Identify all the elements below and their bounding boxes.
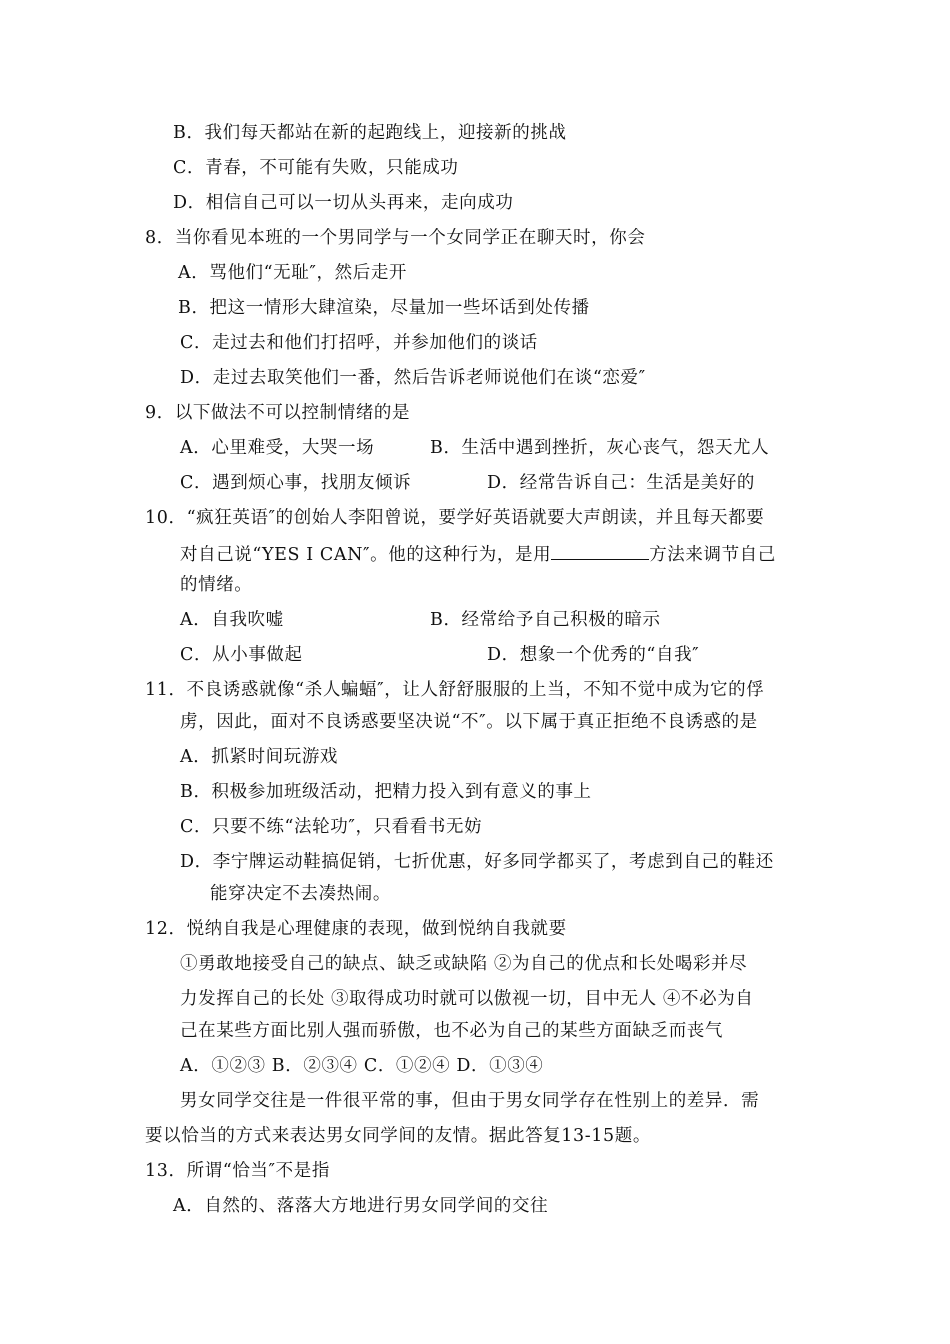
- q7-option-d: D．相信自己可以一切从头再来，走向成功: [173, 193, 514, 213]
- q11-option-d-line2: 能穿决定不去凑热闹。: [210, 884, 391, 904]
- q10-option-a: A．自我吹嘘: [180, 610, 284, 630]
- q9-stem: 9．以下做法不可以控制情绪的是: [145, 403, 411, 423]
- q10-option-c: C．从小事做起: [180, 645, 303, 665]
- q11-option-b: B．积极参加班级活动，把精力投入到有意义的事上: [180, 782, 592, 802]
- q10-option-b: B．经常给予自己积极的暗示: [430, 610, 661, 630]
- q13-option-a: A．自然的、落落大方地进行男女同学间的交往: [173, 1196, 549, 1216]
- q12-body-line2: 力发挥自己的长处 ③取得成功时就可以傲视一切，目中无人 ④不必为自: [180, 989, 754, 1009]
- q12-options: A．①②③ B．②③④ C．①②④ D．①③④: [180, 1056, 544, 1076]
- intro-line1: 男女同学交往是一件很平常的事，但由于男女同学存在性别上的差异．需: [180, 1091, 760, 1111]
- q9-option-d: D．经常告诉自己：生活是美好的: [487, 473, 756, 493]
- q11-stem-line1: 11．不良诱惑就像“杀人蝙蝠″，让人舒舒服服的上当，不知不觉中成为它的俘: [145, 680, 765, 700]
- q8-option-b: B．把这一情形大肆渲染，尽量加一些坏话到处传播: [178, 298, 590, 318]
- q12-body-line3: 己在某些方面比别人强而骄傲，也不必为自己的某些方面缺乏而丧气: [180, 1021, 723, 1041]
- q10-stem-line3: 的情绪。: [180, 575, 253, 595]
- q9-option-a: A．心里难受，大哭一场: [180, 438, 375, 458]
- q11-option-d-line1: D．李宁牌运动鞋搞促销，七折优惠，好多同学都买了，考虑到自己的鞋还: [180, 852, 774, 872]
- q8-option-c: C．走过去和他们打招呼，并参加他们的谈话: [180, 333, 538, 353]
- q10-stem-line2-after: 方法来调节自己: [649, 545, 776, 565]
- q10-stem-line2: [180, 541, 776, 567]
- q11-stem-line2: 虏，因此，面对不良诱惑要坚决说“不″。以下属于真正拒绝不良诱惑的是: [180, 712, 758, 732]
- q9-option-b: B．生活中遇到挫折，灰心丧气，怨天尤人: [430, 438, 770, 458]
- q10-option-d: D．想象一个优秀的“自我″: [487, 645, 700, 665]
- q13-stem: 13．所谓“恰当″不是指: [145, 1161, 330, 1181]
- q8-stem: 8．当你看见本班的一个男同学与一个女同学正在聊天时，你会: [145, 228, 646, 248]
- q10-stem-line1: 10．“疯狂英语″的创始人李阳曾说，要学好英语就要大声朗读，并且每天都要: [145, 508, 765, 528]
- q12-stem: 12．悦纳自我是心理健康的表现，做到悦纳自我就要: [145, 919, 567, 939]
- q12-body-line1: ①勇敢地接受自己的缺点、缺乏或缺陷 ②为自己的优点和长处喝彩并尽: [180, 954, 748, 974]
- q10-stem-line2-before: 对自己说“YES I CAN″。他的这种行为，是用: [180, 545, 552, 565]
- intro-line2: 要以恰当的方式来表达男女同学间的友情。据此答复13-15题。: [145, 1126, 651, 1146]
- q8-option-a: A．骂他们“无耻″，然后走开: [178, 263, 408, 283]
- q7-option-b: B．我们每天都站在新的起跑线上，迎接新的挑战: [173, 123, 567, 143]
- q9-option-c: C．遇到烦心事，找朋友倾诉: [180, 473, 412, 493]
- q8-option-d: D．走过去取笑他们一番，然后告诉老师说他们在谈“恋爱″: [180, 368, 646, 388]
- q11-option-c: C．只要不练“法轮功″，只看看书无妨: [180, 817, 483, 837]
- answer-blank: [551, 541, 649, 560]
- q11-option-a: A．抓紧时间玩游戏: [180, 747, 339, 767]
- q7-option-c: C．青春，不可能有失败，只能成功: [173, 158, 459, 178]
